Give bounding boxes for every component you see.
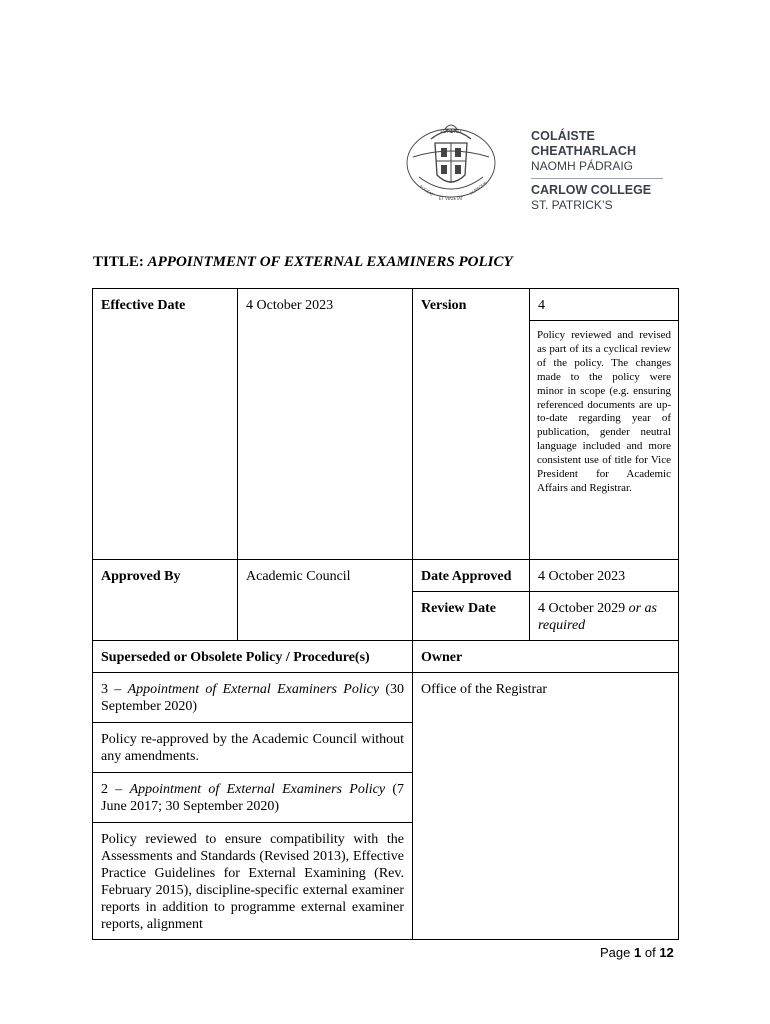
date-approved-label: Date Approved	[413, 560, 530, 592]
crest-est-text: EST 1793	[440, 130, 462, 135]
review-date-value: 4 October 2029	[538, 601, 626, 616]
approved-by-value: Academic Council	[238, 560, 413, 641]
college-crest-icon	[405, 117, 497, 209]
effective-date-value: 4 October 2023	[238, 289, 413, 560]
superseded-item-note: Policy re-approved by the Academic Council without any amendments.	[93, 723, 413, 773]
approved-by-label: Approved By	[93, 560, 238, 641]
superseded-item: 2 – Appointment of External Examiners Policy (7 June 2017; 30 September 2020)	[93, 773, 413, 823]
review-date-cell	[530, 592, 679, 641]
page-number: Page 1 of 12	[600, 945, 674, 960]
superseded-item-note: Policy reviewed to ensure compatibility with the Assessments and Standards (Revised 2013), Effective Practice Guidelines for External Examining (Rev. February 2015), discipline-specific external examiner reports in addition to programme external examiner reports, alignment	[93, 823, 413, 940]
crest-motto-right: ALMAQUE	[468, 180, 488, 196]
title-prefix: TITLE:	[93, 254, 148, 270]
superseded-item: 3 – Appointment of External Examiners Policy (30 September 2020)	[93, 673, 413, 723]
document-title	[93, 254, 513, 271]
version-value: 4	[530, 289, 679, 321]
review-date-suffix: or as required	[538, 601, 657, 633]
college-logo	[405, 117, 675, 212]
owner-value: Office of the Registrar	[413, 673, 679, 940]
owner-label: Owner	[413, 641, 679, 673]
college-name	[531, 129, 675, 213]
college-irish-name-line1: COLÁISTE CHEATHARLACH	[531, 129, 637, 158]
version-label: Version	[413, 289, 530, 560]
college-english-name-line2: ST. PATRICK’S	[531, 198, 613, 212]
crest-motto-mid: ET VEGETAT	[438, 196, 464, 201]
logo-divider	[531, 178, 663, 179]
college-english-name-line1: CARLOW COLLEGE	[531, 183, 652, 197]
effective-date-label: Effective Date	[93, 289, 238, 560]
title-text: APPOINTMENT OF EXTERNAL EXAMINERS POLICY	[147, 254, 513, 270]
crest-motto-left: AUGEAT	[418, 183, 435, 198]
superseded-label: Superseded or Obsolete Policy / Procedure(s)	[93, 641, 413, 673]
version-note: Policy reviewed and revised as part of its a cyclical review of the policy. The changes made to the policy were minor in scope (e.g. ensuring referenced documents are up-to-date regarding year of publication, gender neutral language included and more consistent use of title for Vice President for Academic Affairs and Registrar.	[530, 321, 679, 560]
date-approved-value: 4 October 2023	[530, 560, 679, 592]
college-irish-name-line2: NAOMH PÁDRAIG	[531, 159, 634, 173]
review-date-label: Review Date	[413, 592, 530, 641]
policy-metadata-table	[92, 288, 679, 940]
